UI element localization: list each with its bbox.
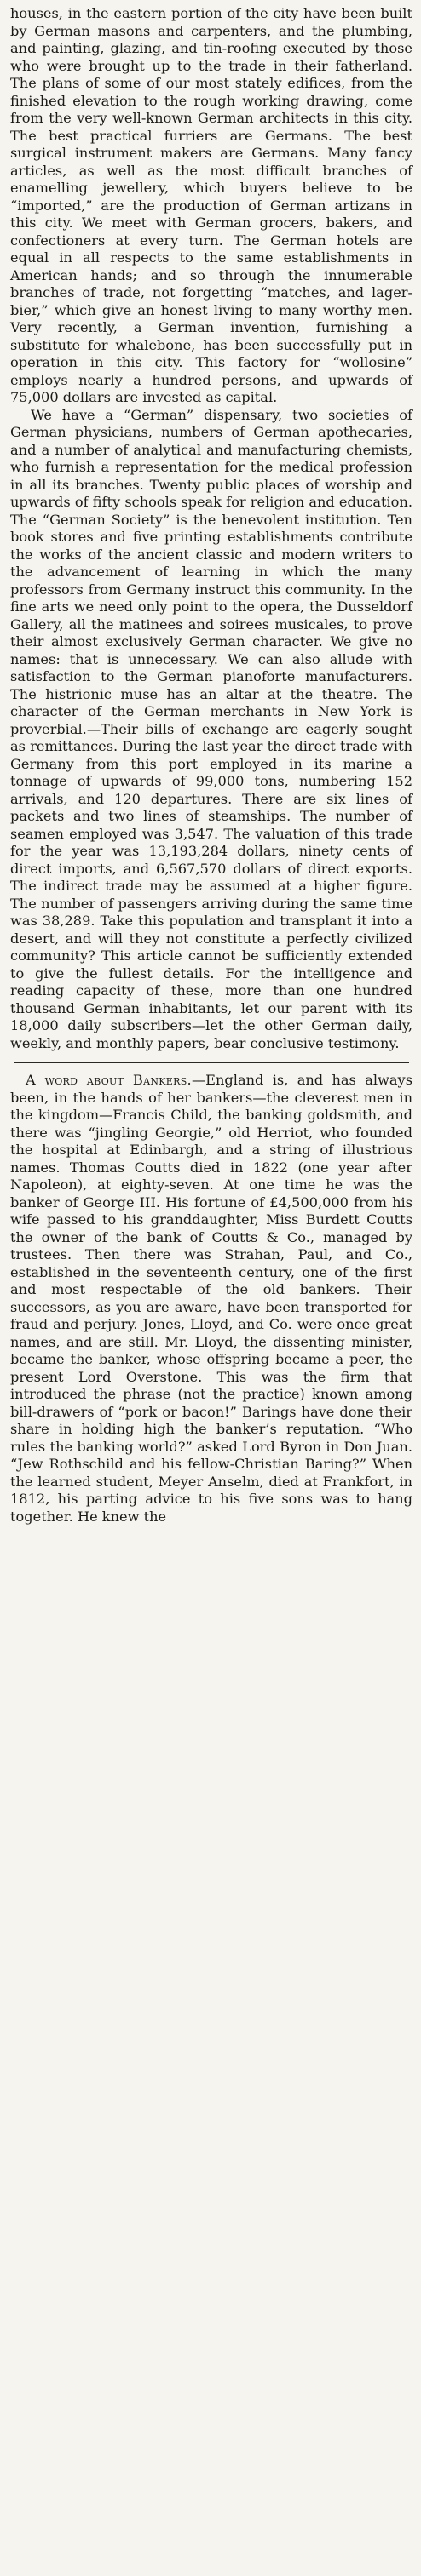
article-paragraph: We have a “German” dispensary, two societies of German physicians, numbers of German apothecaries, and a number of analytical and manufacturing chemists, who furnish a representation for the medical profession in all its branches. Twenty public places of worship and upwards of fifty schools speak for religion and education. The “German Society” is the benevolent institution. Ten book stores and five printing establishments contribute the works of the ancient classic and modern writers to the advancement of learning in which the many professors from Germany instruct this community. In the fine arts we need only point to the opera, the Dusseldorf Gallery, all the matinees and soirees musicales, to prove their almost exclusively German character. We give no names: that is unnecessary. We can also allude with satisfaction to the German pianoforte manufacturers. The histrionic muse has an altar at the theatre. The character of the German merchants in New York is proverbial.—Their bills of exchange are eagerly sought as remittances. During the last year the direct trade with Germany from this port employed in its marine a tonnage of upwards of 99,000 tons, numbering 152 arrivals, and 120 departures. There are six lines of packets and two lines of steamships. The number of seamen employed was 3,547. The valuation of this trade for the year was 13,193,284 dollars, ninety cents of direct imports, and 6,567,570 dollars of direct exports. The indirect trade may be assumed at a higher figure. The number of passengers arriving during the same time was 38,289. Take this population and transplant it into a desert, and will they not constitute a perfectly civilized community? This article cannot be sufficiently extended to give the fullest details. For the intelligence and reading capacity of these, more than one hundred thousand German inhabitants, let our parent with its 18,000 daily subscribers—let the other German daily, weekly, and monthly papers, bear conclusive testimony. [10, 406, 412, 1051]
article-paragraph: houses, in the eastern portion of the city have been built by German masons and carpenters, and the plumbing, and painting, glazing, and tin-roofing executed by those who were brought up to the trade in their fatherland. The plans of some of our most stately edifices, from the finished elevation to the rough working drawing, come from the very well-known German architects in this city. The best practical furriers are Germans. The best surgical instrument makers are Germans. Many fancy articles, as well as the most difficult branches of enamelling jewellery, which buyers believe to be “imported,” are the production of German artizans in this city. We meet with German grocers, bakers, and confectioners at every turn. The German hotels are equal in all respects to the same establishments in American hands; and so through the innumerable branches of trade, not forgetting “matches, and lager-bier,” which give an honest living to many worthy men. Very recently, a German invention, furnishing a substitute for whalebone, has been successfully put in operation in this city. This factory for “wollosine” employs nearly a hundred persons, and upwards of 75,000 dollars are invested as capital. [10, 5, 412, 405]
article-paragraph [10, 1072, 412, 1526]
article-bankers [10, 1072, 412, 1526]
article-body: —England is, and has always been, in the hands of her bankers—the cleverest men in the kingdom—Francis Child, the banking goldsmith, and there was “jingling Georgie,” old Herriot, who founded the hospital at Edinbargh, and a string of illustrious names. Thomas Coutts died in 1822 (one year after Napoleon), at eighty-seven. At one time he was the banker of George III. His fortune of £4,500,000 from his wife passed to his granddaughter, Miss Burdett Coutts the owner of the bank of Coutts & Co., managed by trustees. Then there was Strahan, Paul, and Co., established in the seventeenth century, one of the first and most respectable of the old bankers. Their successors, as you are aware, have been transported for fraud and perjury. Jones, Lloyd, and Co. were once great names, and are still. Mr. Lloyd, the dissenting minister, became the banker, whose offspring became a peer, the present Lord Overstone. This was the firm that introduced the phrase (not the practice) known among bill-drawers of “pork or bacon!” Barings have done their share in holding high the banker’s reputation. “Who rules the banking world?” asked Lord Byron in Don Juan. “Jew Rothschild and his fellow-Christian Baring?” When the learned student, Meyer Anselm, died at Frankfort, in 1812, his parting advice to his five sons was to hang together. He knew the [10, 1072, 412, 1525]
article-german-citizens [10, 5, 412, 1052]
column-rule [14, 1062, 409, 1063]
article-heading: A word about Bankers. [26, 1072, 192, 1088]
